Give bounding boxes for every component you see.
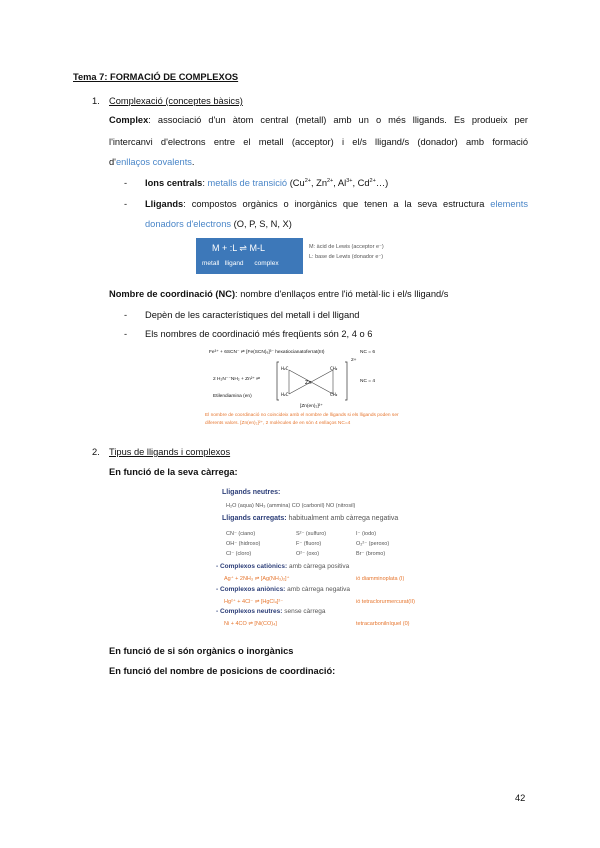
complexation-equation: M + :L ⇌ M-L	[212, 243, 265, 253]
ligand-item: OH⁻ (hidroxo)	[226, 541, 261, 547]
figure-note-line-2: diferents valors. [Zn(en)₂]²⁺, 2 molècules de en són 4 enllaços NC=4	[205, 421, 351, 426]
neutral-complexes-heading: - Complexos neutres: sense càrrega	[216, 608, 326, 615]
complex-definition-line-1: Complex: associació d'un àtom central (metall) amb un o més lligands. Es produeix per	[109, 115, 528, 125]
ligand-item: S²⁻ (sulfuro)	[296, 531, 327, 537]
neutral-complex-equation: Ni + 4CO ⇌ [Ni(CO)₄]	[224, 621, 277, 627]
nc-bullet-2: Els nombres de coordinació més freqüents són 2, 4 o 6	[145, 329, 373, 339]
zn-en-equation: 2 H₂N⁻⁻NH₂ + Zn²⁺ ⇌	[213, 377, 261, 382]
neutral-ligands-list: H₂O (aqua) NH₃ (ammina) CO (carbonil) NO (nitrosil)	[226, 503, 356, 509]
page-number: 42	[515, 793, 526, 803]
covalent-bonds-link: enllaços covalents	[115, 157, 192, 167]
central-ions-bullet: Ions centrals: metalls de transició ($Cu^{2+}$, $Zn^{2+}$, $Al^{3+}$, $Cd^{2+}\dots$)	[145, 177, 389, 188]
ligand-item: Cl⁻ (cloro)	[226, 551, 252, 557]
coordination-number-definition: Nombre de coordinació (NC): nombre d'enllaços entre l'ió metàl·lic i el/s lligand/s	[109, 289, 449, 299]
neutral-ligands-title: Lligands neutres:	[222, 489, 281, 496]
cationic-name: ió diamminoplata (I)	[356, 576, 405, 582]
svg-text:Zn: Zn	[305, 380, 312, 386]
coordination-positions-subheading: En funció del nombre de posicions de coordinació:	[109, 666, 336, 676]
anionic-complexes-heading: - Complexos aniònics: amb càrrega negativa	[216, 586, 351, 593]
svg-text:CH₂: CH₂	[330, 392, 338, 397]
charged-ligands-col-2	[296, 529, 326, 559]
ligand-types-figure	[216, 485, 466, 630]
ligand-item: CN⁻ (ciano)	[226, 531, 256, 537]
coordination-number-figure	[205, 346, 399, 430]
by-charge-subheading: En funció de la seva càrrega:	[109, 467, 238, 477]
charged-ligands-heading: Lligands carregats: habitualment amb càrrega negativa	[222, 515, 399, 522]
lewis-acid-note: M: àcid de Lewis (acceptor e⁻)	[309, 244, 384, 250]
page-title: Tema 7: FORMACIÓ DE COMPLEXOS	[73, 72, 239, 82]
section-2-heading: Tipus de lligands i complexos	[109, 447, 231, 457]
neutral-complex-name: tetracarbonilníquel (0)	[356, 621, 410, 627]
ligand-item: O²⁻ (oxo)	[296, 551, 320, 557]
section-1-number: 1.	[92, 96, 100, 106]
lewis-base-note: L: base de Lewis (donador e⁻)	[309, 254, 384, 260]
ligands-bullet-line-2: donadors d'electrons (O, P, S, N, X)	[145, 219, 292, 229]
fe-scn-equation: Fe³⁺ + 6SCN⁻ ⇌ [Fe(SCN)₆]³⁻ hexatiocianatoferrat(III)	[209, 350, 325, 355]
complex-definition-line-2: l'intercanvi d'electrons entre el metall (acceptor) i el/s lligand/s (donador) amb formació	[109, 137, 528, 147]
section-2-number: 2.	[92, 447, 100, 457]
svg-text:CH₂: CH₂	[330, 366, 338, 371]
ligand-item: I⁻ (iodo)	[356, 531, 377, 537]
ligand-item: Br⁻ (bromo)	[356, 551, 386, 557]
svg-text:H₂C: H₂C	[281, 392, 289, 397]
figure-note-line-1: El nombre de coordinació no coincideix amb el nombre de lligands si els lligands poden ser	[205, 413, 399, 418]
nc-6-label: NC = 6	[360, 350, 376, 355]
ligands-bullet-line-1: Lligands: compostos orgànics o inorgànics que tenen a la seva estructura elements	[145, 199, 528, 209]
complexation-labels: metall lligand complex	[202, 260, 279, 267]
nc-bullet-1: Depèn de les característiques del metall i del lligand	[145, 310, 360, 320]
complexation-equation-box	[196, 238, 303, 274]
ligand-item: F⁻ (fluoro)	[296, 541, 322, 547]
bullet-dash: -	[124, 329, 128, 339]
charged-ligands-col-1	[226, 529, 260, 559]
complex-definition-line-3: d'enllaços covalents.	[109, 157, 195, 167]
anionic-equation: Hg²⁺ + 4Cl⁻ ⇌ [HgCl₄]²⁻	[224, 599, 284, 605]
bullet-dash: -	[124, 199, 128, 209]
bullet-dash: -	[124, 178, 128, 188]
anionic-name: ió tetraclorurmercurat(II)	[356, 599, 415, 605]
zn-en-complex-label: [Zn(en)₂]²⁺	[300, 404, 323, 409]
organic-inorganic-subheading: En funció de si són orgànics o inorgànics	[109, 646, 294, 656]
section-1-heading: Complexació (conceptes bàsics)	[109, 96, 243, 106]
bullet-dash: -	[124, 310, 128, 320]
cationic-equation: Ag⁺ + 2NH₃ ⇌ [Ag(NH₃)₂]⁺	[224, 576, 290, 582]
zn-en-structure	[275, 360, 355, 404]
ethylenediamine-label: Etilendiamina (en)	[213, 394, 252, 399]
ligand-item: O₂²⁻ (peroxo)	[356, 541, 390, 547]
cationic-complexes-heading: - Complexos catiònics: amb càrrega positiva	[216, 563, 350, 570]
charged-ligands-col-3	[356, 529, 389, 559]
svg-text:H₂C: H₂C	[281, 366, 289, 371]
zn-charge: 2+	[351, 358, 357, 363]
nc-4-label: NC = 4	[360, 379, 376, 384]
